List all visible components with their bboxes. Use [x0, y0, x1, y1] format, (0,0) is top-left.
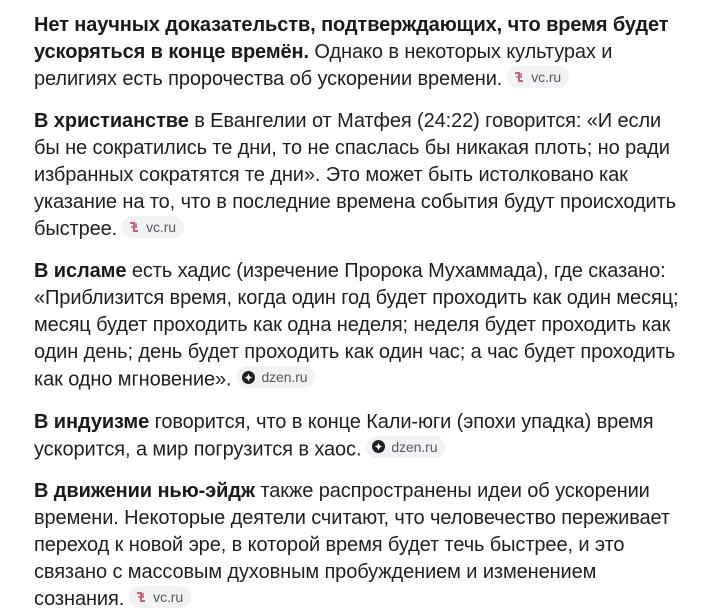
paragraph-bold-lead: В движении нью-эйдж [34, 480, 255, 502]
vc-ru-icon [135, 591, 147, 603]
paragraph-text: в Евангелии от Матфея (24:22) говорится: «И если бы не сократились те дни, то не спаслась бы никакая плоть; но ради избранных сократятся те дни». Это может быть истолковано как указание на то, что в последние времена события будут происходить быстрее. [34, 110, 676, 240]
source-label: dzen.ru [261, 369, 308, 385]
paragraph-text: Однако в некоторых культурах и религиях есть пророчества об ускорении времени. [34, 41, 613, 90]
answer-paragraph-islam [34, 258, 689, 394]
source-chip-vc-ru[interactable] [122, 216, 184, 238]
answer-paragraph-christianity [34, 108, 689, 243]
source-chip-dzen-ru[interactable] [236, 366, 315, 388]
source-label: vc.ru [531, 69, 562, 85]
vc-ru-icon [513, 71, 525, 83]
source-chip-vc-ru[interactable] [129, 586, 191, 608]
paragraph-text: есть хадис (изречение Пророка Мухаммада), где сказано: «Приблизится время, когда один год будет проходить как один месяц; месяц будет проходить как одна неделя; неделя будет проходить как один день; день будет проходить как один час; а час будет проходить как одно мгновение». [34, 260, 679, 391]
answer-paragraph-new-age [34, 478, 689, 613]
source-label: vc.ru [146, 219, 176, 235]
paragraph-bold-lead: Нет научных доказательств, подтверждающих, что время будет ускоряться в конце времён. [34, 14, 669, 63]
paragraph-bold-lead: В христианстве [34, 110, 189, 132]
paragraph-bold-lead: В индуизме [34, 410, 150, 433]
paragraph-bold-lead: В исламе [34, 260, 127, 282]
source-chip-dzen-ru[interactable] [366, 436, 445, 458]
source-chip-vc-ru[interactable] [507, 66, 569, 88]
paragraph-text: также распространены идеи об ускорении времени. Некоторые деятели считают, что человечество переживает переход к новой эре, в которой время будет течь быстрее, и это связано с массовым духовным пробуждением и изменением сознания. [34, 480, 670, 610]
source-label: dzen.ru [391, 438, 438, 455]
paragraph-text: говорится, что в конце Кали-юги (эпохи упадка) время ускорится, а мир погрузится в хаос. [34, 410, 654, 460]
dzen-ru-icon [372, 440, 385, 453]
answer-paragraph-hinduism [34, 409, 689, 464]
source-label: vc.ru [153, 589, 184, 605]
dzen-ru-icon [242, 371, 255, 384]
vc-ru-icon [128, 221, 140, 233]
answer-paragraph-intro [34, 12, 689, 93]
